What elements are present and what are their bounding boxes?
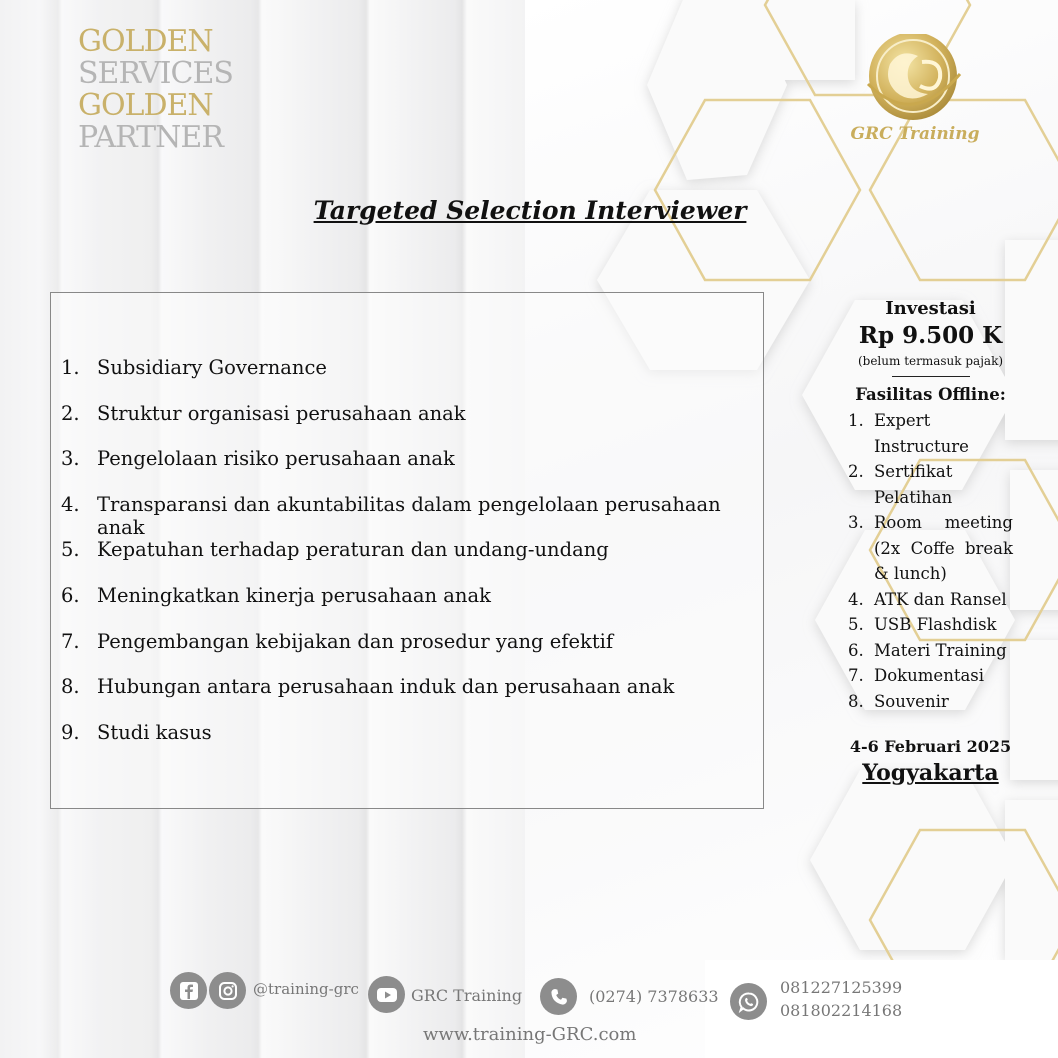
list-item — [848, 459, 1013, 510]
list-item — [61, 356, 763, 402]
item-number: 3. — [61, 447, 80, 471]
social-handle[interactable]: @training-grc — [253, 980, 359, 998]
list-item — [61, 402, 763, 448]
item-text: Pengembangan kebijakan dan prosedur yang efektif — [97, 629, 614, 653]
facebook-icon[interactable] — [170, 972, 207, 1009]
item-number: 5. — [848, 615, 864, 634]
list-item — [61, 630, 763, 676]
item-text: Meningkatkan kinerja perusahaan anak — [97, 583, 491, 607]
list-item — [848, 689, 1013, 715]
instagram-icon[interactable] — [209, 972, 246, 1009]
list-item — [61, 721, 763, 767]
brand-line-3: GOLDEN — [78, 88, 213, 123]
brand-text — [78, 26, 238, 154]
item-number: 1. — [61, 356, 80, 379]
list-item — [61, 447, 763, 493]
page-title: Targeted Selection Interviewer — [313, 196, 747, 225]
item-text: Souvenir — [874, 691, 949, 711]
list-item — [848, 587, 1013, 613]
item-number: 4. — [848, 589, 864, 609]
item-text: Dokumentasi — [874, 666, 985, 685]
event-city: Yogyakarta — [862, 760, 999, 786]
facilities-list — [848, 408, 1013, 714]
topics-box — [50, 292, 764, 809]
item-text: Sertifikat Pelatihan — [874, 462, 953, 507]
investment-note: (belum termasuk pajak) — [857, 354, 1004, 368]
logo-text: GRC Training — [850, 124, 980, 144]
brand-line-1: GOLDEN — [78, 24, 213, 59]
list-item — [61, 493, 763, 539]
item-number: 7. — [61, 629, 80, 653]
info-sidebar — [848, 296, 1013, 786]
item-number: 9. — [61, 720, 80, 744]
item-number: 2. — [848, 462, 864, 481]
phone-number[interactable]: (0274) 7378633 — [589, 987, 719, 1006]
list-item — [848, 638, 1013, 664]
list-item — [61, 538, 763, 584]
item-text: Kepatuhan terhadap peraturan dan undang-undang — [97, 538, 609, 562]
brand-line-2: SERVICES — [78, 56, 233, 91]
item-number: 2. — [61, 401, 80, 425]
list-item — [848, 408, 1013, 459]
item-text: Transparansi dan akuntabilitas dalam pengelolaan perusahaan anak — [97, 492, 721, 539]
item-text: Expert Instructure — [874, 411, 969, 456]
item-text: Hubungan antara perusahaan induk dan perusahaan anak — [97, 675, 675, 699]
youtube-icon[interactable] — [368, 976, 405, 1013]
item-number: 4. — [61, 492, 80, 516]
youtube-channel[interactable]: GRC Training — [411, 986, 523, 1005]
whatsapp-number-2[interactable]: 081802214168 — [780, 1001, 903, 1020]
investment-price: Rp 9.500 K — [858, 322, 1003, 349]
item-number: 6. — [61, 583, 80, 607]
phone-icon[interactable] — [540, 978, 577, 1015]
footer — [0, 960, 1058, 1058]
item-text: ATK dan Ransel — [874, 589, 1007, 609]
list-item — [848, 510, 1013, 587]
item-number: 6. — [848, 640, 864, 660]
website-link[interactable]: www.training-GRC.com — [423, 1024, 637, 1045]
item-text: USB Flashdisk — [874, 615, 997, 634]
item-text: Materi Training — [874, 640, 1007, 660]
item-text: Pengelolaan risiko perusahaan anak — [97, 447, 455, 471]
event-date: 4-6 Februari 2025 — [849, 737, 1012, 756]
investment-label: Investasi — [885, 298, 976, 319]
list-item — [848, 663, 1013, 689]
list-item — [848, 612, 1013, 638]
list-item — [61, 675, 763, 721]
topics-list — [61, 356, 763, 766]
whatsapp-number-1[interactable]: 081227125399 — [780, 978, 903, 997]
facilities-title: Fasilitas Offline: — [855, 385, 1006, 404]
item-number: 7. — [848, 666, 864, 685]
item-number: 8. — [61, 675, 80, 699]
item-number: 8. — [848, 691, 864, 711]
divider — [892, 376, 970, 377]
item-text: Room meeting (2x Coffe break & lunch) — [874, 513, 1013, 583]
item-text: Subsidiary Governance — [97, 356, 327, 379]
item-text: Studi kasus — [97, 720, 212, 744]
item-number: 1. — [848, 411, 864, 430]
item-number: 3. — [848, 513, 864, 532]
item-text: Struktur organisasi perusahaan anak — [97, 401, 466, 425]
whatsapp-icon[interactable] — [730, 983, 767, 1020]
brand-line-4: PARTNER — [78, 120, 223, 155]
item-number: 5. — [61, 538, 80, 562]
list-item — [61, 584, 763, 630]
